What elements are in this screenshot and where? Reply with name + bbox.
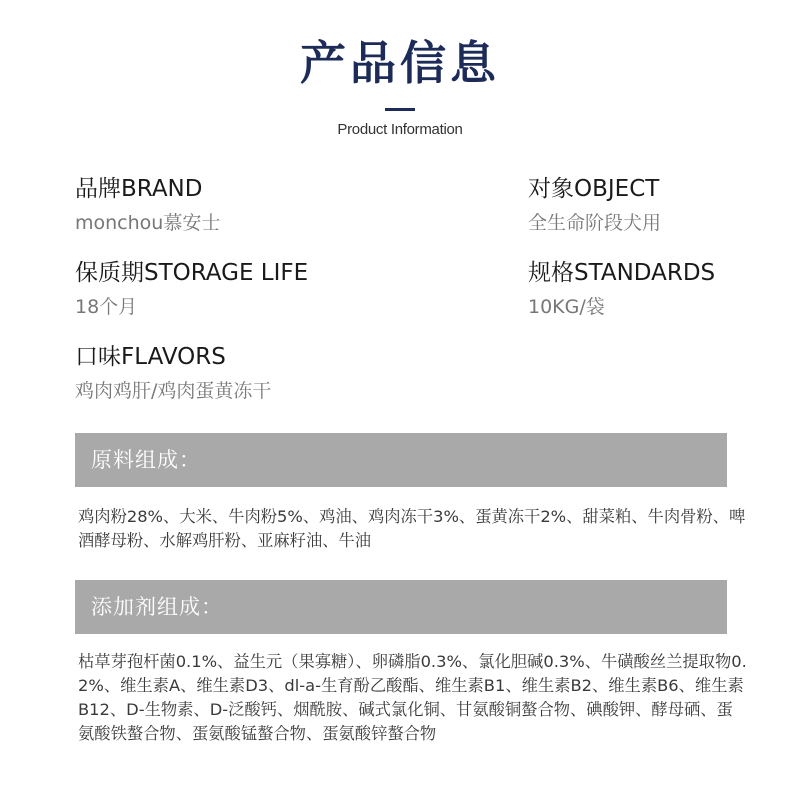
field-brand bbox=[75, 174, 220, 236]
field-object bbox=[528, 174, 661, 236]
page-subtitle: Product Information bbox=[337, 121, 463, 138]
field-storage-life bbox=[75, 258, 308, 320]
field-flavors bbox=[75, 342, 271, 404]
field-object-label: 对象OBJECT bbox=[528, 176, 660, 202]
ingredients-text: 鸡肉粉28%、大米、牛肉粉5%、鸡油、鸡肉冻干3%、蛋黄冻干2%、甜菜粕、牛肉骨粉、啤酒酵母粉、水解鸡肝粉、亚麻籽油、牛油 bbox=[78, 507, 746, 550]
field-brand-value: monchou慕安士 bbox=[75, 212, 221, 234]
field-storage-life-label: 保质期STORAGE LIFE bbox=[75, 260, 309, 286]
title-divider bbox=[385, 108, 415, 111]
page-title: 产品信息 bbox=[300, 36, 500, 90]
field-standards-label: 规格STANDARDS bbox=[528, 260, 716, 286]
field-brand-label: 品牌BRAND bbox=[75, 176, 203, 202]
ingredients-heading-bar: 原料组成： bbox=[75, 433, 727, 487]
field-flavors-value: 鸡肉鸡肝/鸡肉蛋黄冻干 bbox=[75, 380, 272, 402]
field-object-value: 全生命阶段犬用 bbox=[528, 212, 662, 234]
additives-text: 枯草芽孢杆菌0.1%、益生元（果寡糖）、卵磷脂0.3%、氯化胆碱0.3%、牛磺酸丝兰提取物0.2%、维生素A、维生素D3、dl-a-生育酚乙酸酯、维生素B1、维生素B2、维生素B6、维生素B12、D-生物素、D-泛酸钙、烟酰胺、碱式氯化铜、甘氨酸铜螯合物、碘酸钾、酵母硒、蛋氨酸铁螯合物、蛋氨酸锰螯合物、蛋氨酸锌螯合物 bbox=[78, 652, 747, 743]
field-flavors-label: 口味FLAVORS bbox=[75, 344, 226, 370]
field-standards-value: 10KG/袋 bbox=[528, 296, 605, 318]
header bbox=[0, 30, 800, 138]
additives-heading-bar: 添加剂组成： bbox=[75, 580, 727, 634]
field-standards bbox=[528, 258, 715, 320]
field-storage-life-value: 18个月 bbox=[75, 296, 138, 318]
